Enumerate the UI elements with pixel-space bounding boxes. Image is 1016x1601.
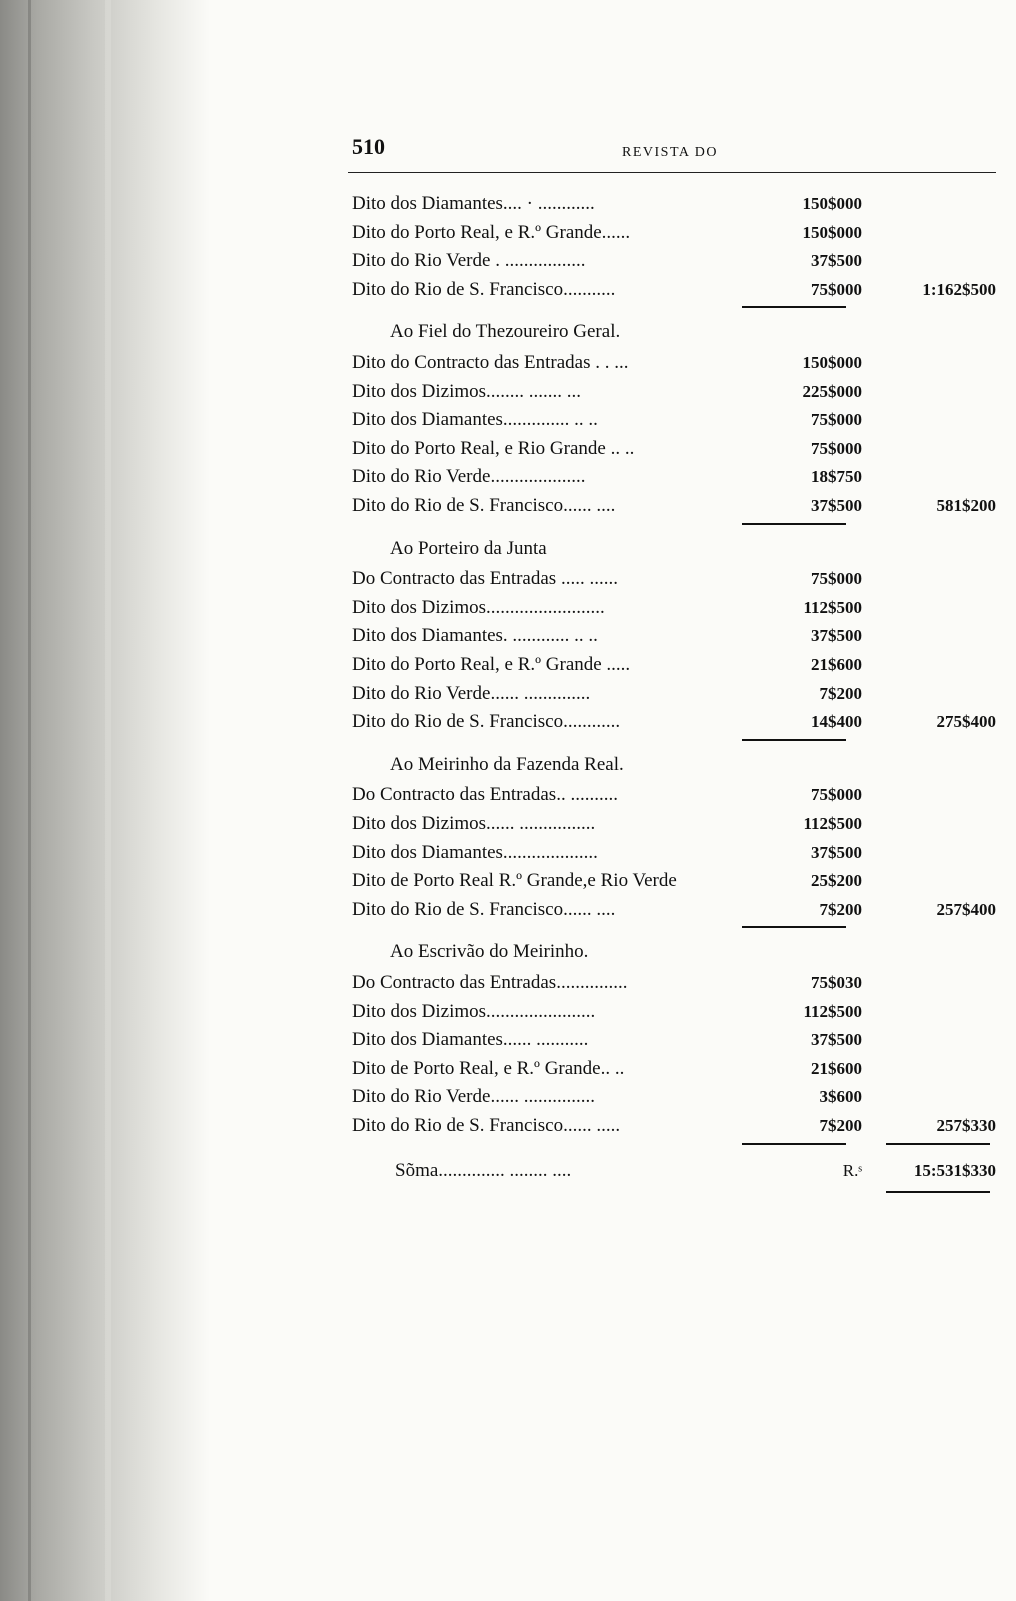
- row-amount: 112$500: [803, 814, 862, 833]
- ledger-row: [0, 1026, 1016, 1054]
- row-label: Dito do Rio de S. Francisco...........: [352, 278, 616, 300]
- group-total: 1:162$500: [922, 279, 996, 299]
- group-total: 275$400: [936, 712, 996, 732]
- section-heading: Ao Fiel do Thezoureiro Geral.: [390, 321, 621, 343]
- row-amount: 75$000: [811, 785, 862, 805]
- row-amount: 37$500: [811, 626, 862, 646]
- row-amount: 14$400: [811, 712, 862, 732]
- row-label: Dito do Contracto das Entradas . . ...: [352, 352, 629, 373]
- ledger-row: [0, 276, 1016, 304]
- row-amount: 37$500: [811, 1030, 862, 1050]
- row-label: Dito do Rio de S. Francisco...... .....: [352, 1115, 621, 1136]
- ledger-row: [0, 680, 1016, 708]
- ledger-row: [0, 247, 1016, 275]
- subtotal-rule: [742, 523, 846, 525]
- row-label: Dito dos Dizimos...... ................: [352, 813, 596, 834]
- total-rule: [886, 1143, 990, 1145]
- row-label: Dito dos Diamantes.... · ............: [352, 193, 595, 214]
- summary-currency: R.ˢ: [842, 1160, 862, 1180]
- ledger-row: [0, 1112, 1016, 1140]
- running-head: REVISTA DO: [622, 145, 718, 160]
- row-amount: 75$000: [811, 279, 862, 299]
- row-amount: 3$600: [819, 1087, 862, 1107]
- ledger-row: [0, 781, 1016, 809]
- row-amount: 7$200: [819, 899, 862, 919]
- ledger-row: [0, 492, 1016, 520]
- row-amount: 37$500: [811, 496, 862, 515]
- row-amount: 7$200: [819, 1116, 862, 1135]
- row-label: Dito do Rio de S. Francisco............: [352, 711, 621, 733]
- section-heading: Ao Porteiro da Junta: [390, 537, 547, 559]
- row-label: Dito de Porto Real R.º Grande,e Rio Verde: [352, 870, 677, 892]
- ledger-row: [0, 1083, 1016, 1111]
- row-amount: 37$500: [811, 842, 862, 862]
- row-label: Dito dos Diamantes...... ...........: [352, 1029, 589, 1051]
- ledger-row: [0, 651, 1016, 679]
- grand-total-rule: [886, 1191, 990, 1193]
- ledger-row: [0, 969, 1016, 997]
- row-amount: 37$500: [811, 251, 862, 271]
- row-label: Dito do Porto Real, e Rio Grande .. ..: [352, 437, 635, 459]
- subtotal-rule: [742, 1143, 846, 1145]
- row-amount: 18$750: [811, 467, 862, 487]
- ledger-row: [0, 998, 1016, 1026]
- row-label: Dito do Rio de S. Francisco...... ....: [352, 495, 616, 516]
- row-label: Dito dos Dizimos........ ....... ...: [352, 380, 582, 402]
- ledger-row: [0, 896, 1016, 924]
- row-label: Dito do Rio Verde....................: [352, 466, 586, 488]
- subtotal-rule: [742, 926, 846, 928]
- row-label: Dito do Rio Verde . .................: [352, 250, 586, 272]
- subtotal-rule: [742, 306, 846, 308]
- row-amount: 150$000: [802, 353, 862, 372]
- row-amount: 225$000: [802, 381, 862, 401]
- row-amount: 112$500: [803, 1001, 862, 1021]
- ledger-row: [0, 406, 1016, 434]
- row-amount: 75$000: [811, 438, 862, 458]
- page-number: 510: [352, 134, 385, 159]
- row-amount: 75$030: [811, 973, 862, 992]
- row-amount: 7$200: [819, 683, 862, 703]
- grand-total: 15:531$330: [913, 1160, 996, 1180]
- ledger-row: [0, 463, 1016, 491]
- row-label: Dito dos Diamantes.............. .. ..: [352, 409, 598, 431]
- ledger-row: [0, 219, 1016, 247]
- section-heading: Ao Meirinho da Fazenda Real.: [390, 753, 624, 775]
- row-label: Do Contracto das Entradas.. ..........: [352, 784, 618, 806]
- ledger-row: [0, 839, 1016, 867]
- ledger-row: [0, 435, 1016, 463]
- row-amount: 25$200: [811, 871, 862, 891]
- ledger-row: [0, 594, 1016, 622]
- group-total: 581$200: [936, 496, 996, 515]
- row-label: Dito de Porto Real, e R.º Grande.. ..: [352, 1057, 625, 1079]
- row-amount: 75$000: [811, 569, 862, 589]
- row-amount: 150$000: [802, 222, 862, 242]
- ledger-row: [0, 622, 1016, 650]
- ledger-row: [0, 810, 1016, 838]
- summary-label: Sõma.............. ........ ....: [395, 1159, 572, 1181]
- ledger-row: [0, 349, 1016, 377]
- row-label: Dito do Rio Verde...... ..............: [352, 682, 591, 704]
- row-amount: 112$500: [803, 597, 862, 617]
- ledger-row: [0, 565, 1016, 593]
- ledger-row: [0, 190, 1016, 218]
- row-label: Dito dos Dizimos.........................: [352, 596, 605, 618]
- row-amount: 21$600: [811, 655, 862, 674]
- ledger-row: [0, 867, 1016, 895]
- subtotal-rule: [742, 739, 846, 741]
- ledger-row: [0, 708, 1016, 736]
- row-label: Dito do Rio de S. Francisco...... ....: [352, 898, 616, 920]
- row-label: Dito do Porto Real, e R.º Grande .....: [352, 654, 631, 675]
- row-label: Dito dos Diamantes. ............ .. ..: [352, 625, 598, 647]
- row-label: Do Contracto das Entradas...............: [352, 972, 628, 993]
- row-label: Do Contracto das Entradas ..... ......: [352, 568, 618, 590]
- summary-row: [0, 1157, 1016, 1185]
- ledger-row: [0, 1055, 1016, 1083]
- row-label: Dito do Porto Real, e R.º Grande......: [352, 221, 631, 243]
- header-rule: [348, 172, 996, 173]
- row-label: Dito dos Dizimos.......................: [352, 1000, 596, 1022]
- row-label: Dito do Rio Verde...... ...............: [352, 1086, 595, 1108]
- row-label: Dito dos Diamantes....................: [352, 841, 598, 863]
- ledger-row: [0, 378, 1016, 406]
- section-heading: Ao Escrivão do Meirinho.: [390, 941, 589, 963]
- row-amount: 150$000: [802, 194, 862, 213]
- group-total: 257$400: [936, 899, 996, 919]
- group-total: 257$330: [936, 1116, 996, 1135]
- row-amount: 75$000: [811, 410, 862, 430]
- row-amount: 21$600: [811, 1058, 862, 1078]
